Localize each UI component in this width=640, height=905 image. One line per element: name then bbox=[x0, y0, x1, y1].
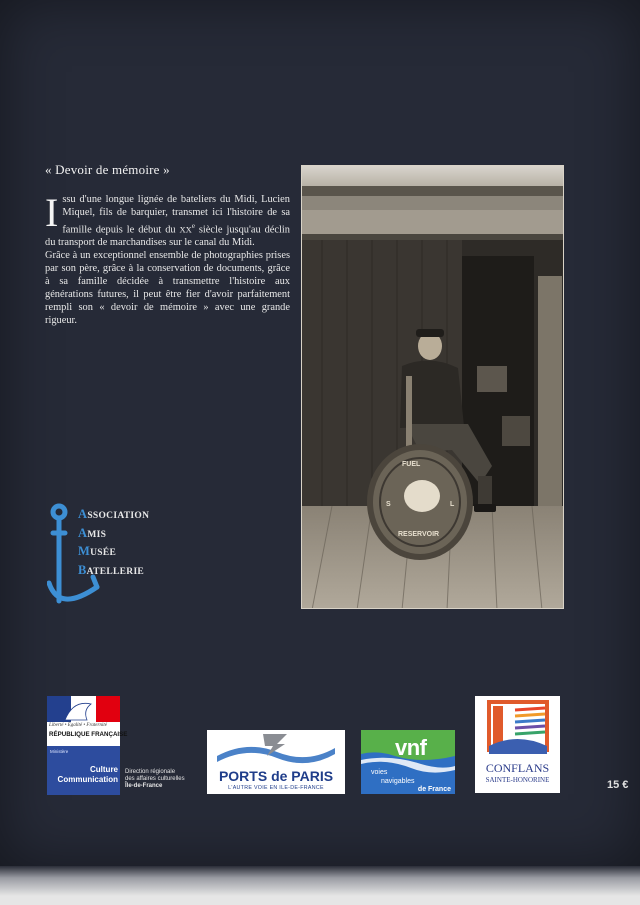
rf-title: RÉPUBLIQUE FRANÇAISE bbox=[49, 731, 128, 738]
svg-text:FUEL: FUEL bbox=[402, 461, 421, 468]
rf-motto: Liberté • Égalité • Fraternité bbox=[49, 723, 107, 728]
intro-part1: ssu d'une longue lignée de bateliers du Midi, Lucien Miquel, fils de barquier, transmet ici l'histoire de sa famille depuis le début du bbox=[62, 194, 290, 236]
vnf-logo bbox=[361, 730, 455, 794]
republique-francaise-logo bbox=[47, 696, 128, 795]
drac-label: Direction régionale des affaires culturelles Île-de-France bbox=[125, 769, 185, 790]
intro-paragraph bbox=[45, 190, 290, 250]
svg-text:L: L bbox=[450, 501, 455, 508]
archive-photograph bbox=[301, 165, 564, 609]
svg-text:RESERVOIR: RESERVOIR bbox=[398, 531, 440, 538]
drop-cap: I bbox=[45, 190, 59, 235]
association-line: AMIS bbox=[78, 525, 107, 540]
ports-tagline: L'AUTRE VOIE EN ILE-DE-FRANCE bbox=[228, 785, 324, 791]
body-text bbox=[45, 190, 290, 328]
association-line: MUSÉE bbox=[78, 544, 117, 558]
vnf-subtitle: voies navigables de France bbox=[371, 769, 451, 793]
association-line: ASSOCIATION bbox=[78, 507, 150, 521]
association-name bbox=[78, 506, 149, 580]
photo-boatman-barrel bbox=[302, 166, 564, 609]
section-heading: « Devoir de mémoire » bbox=[45, 162, 170, 177]
association-line: BATELLERIE bbox=[78, 562, 145, 577]
conflans-name: CONFLANS bbox=[485, 761, 550, 775]
conflans-subtitle: SAINTE-HONORINE bbox=[485, 776, 550, 784]
ministry-name: Culture Communication bbox=[57, 765, 118, 784]
ports-wave-icon bbox=[207, 730, 345, 770]
century-sup: e bbox=[191, 221, 195, 230]
century: XX bbox=[179, 224, 192, 235]
ports-name: PORTS de PARIS bbox=[218, 768, 334, 784]
second-paragraph: Grâce à un exceptionnel ensemble de photographies prises par son père, grâce à la conservation de documents, grâce à sa famille décidée à transmettre l'histoire aux générations futures, il peut être fier d'avoir parfaitement rempli son « devoir de mémoire » avec une grande rigueur. bbox=[45, 250, 290, 326]
svg-text:S: S bbox=[386, 501, 391, 508]
conflans-emblem-icon bbox=[475, 696, 560, 760]
conflans-logo bbox=[475, 696, 560, 793]
page-edge bbox=[0, 866, 640, 905]
vnf-mark: vnf bbox=[395, 735, 427, 760]
intro-part2: siècle jusqu'au déclin du transport de marchandises sur le canal du Midi. bbox=[45, 224, 290, 249]
price-label: 15 € bbox=[607, 779, 629, 791]
ministry-label: Ministère bbox=[50, 749, 69, 754]
association-logo bbox=[47, 503, 197, 615]
ports-de-paris-logo bbox=[207, 730, 345, 794]
marianne-flag-icon bbox=[47, 696, 120, 722]
ministry-band bbox=[47, 746, 120, 795]
